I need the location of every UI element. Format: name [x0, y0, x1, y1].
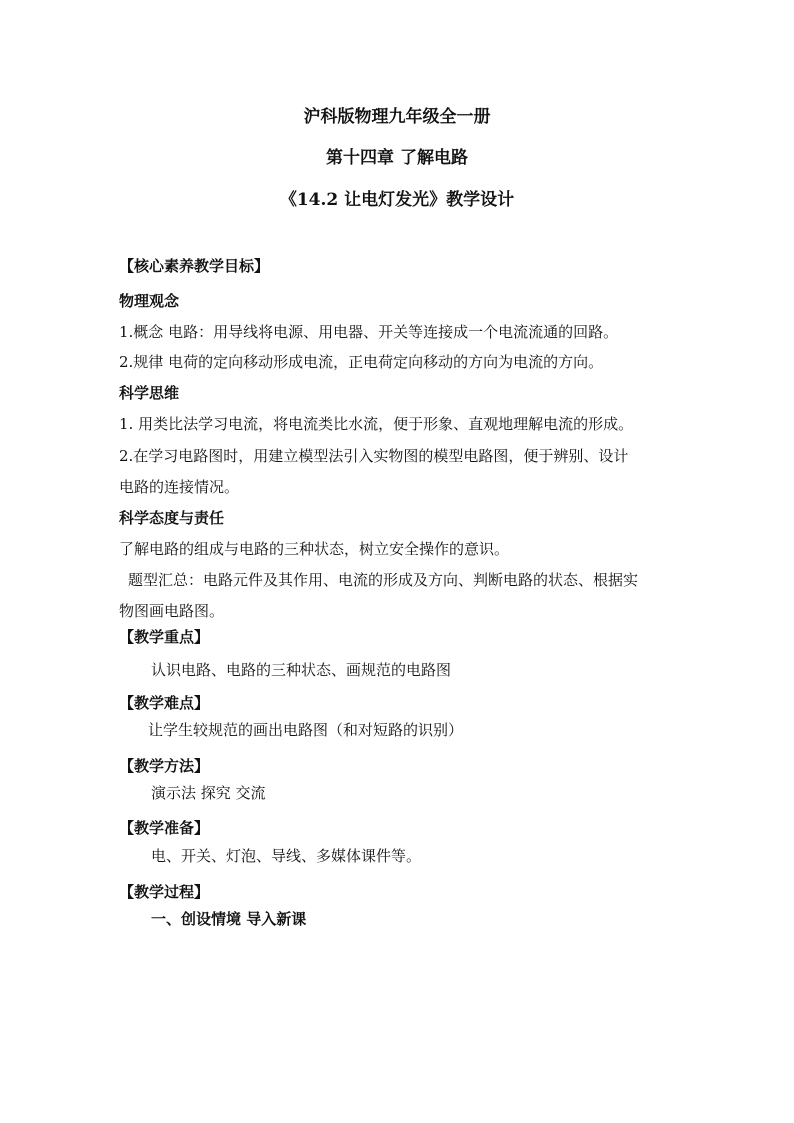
section-heading-goals: 【核心素养教学目标】	[119, 257, 270, 275]
methods-content: 演示法 探究 交流	[151, 784, 266, 802]
section-heading-methods: 【教学方法】	[119, 757, 210, 775]
scientific-thinking-item-1: 1. 用类比法学习电流，将电流类比水流，便于形象、直观地理解电流的形成。	[119, 415, 634, 433]
section-heading-preparation: 【教学准备】	[119, 819, 210, 837]
doc-title-textbook: 沪科版物理九年级全一册	[303, 107, 491, 127]
preparation-content: 电、开关、灯泡、导线、多媒体课件等。	[151, 847, 422, 865]
question-type-summary-cont: 物图画电路图。	[119, 602, 225, 620]
section-heading-difficulties: 【教学难点】	[119, 694, 210, 712]
doc-title-chapter: 第十四章 了解电路	[326, 148, 468, 168]
doc-title-lesson: 《14.2 让电灯发光》教学设计	[279, 190, 515, 210]
section-heading-key-points: 【教学重点】	[119, 628, 210, 646]
subheading-physics-concept: 物理观念	[119, 292, 180, 310]
attitude-item-1: 了解电路的组成与电路的三种状态，树立安全操作的意识。	[119, 540, 510, 558]
subheading-attitude: 科学态度与责任	[119, 509, 225, 527]
question-type-summary: 题型汇总：电路元件及其作用、电流的形成及方向、判断电路的状态、根据实	[128, 571, 639, 589]
physics-concept-item-1: 1.概念 电路：用导线将电源、用电器、开关等连接成一个电流流通的回路。	[119, 323, 619, 341]
section-heading-process: 【教学过程】	[119, 883, 210, 901]
scientific-thinking-item-2-cont: 电路的连接情况。	[119, 478, 240, 496]
key-points-content: 认识电路、电路的三种状态、画规范的电路图	[151, 661, 452, 679]
scientific-thinking-item-2: 2.在学习电路图时，用建立模型法引入实物图的模型电路图，便于辨别、设计	[119, 447, 629, 465]
difficulties-content: 让学生较规范的画出电路图（和对短路的识别）	[148, 721, 464, 739]
physics-concept-item-2: 2.规律 电荷的定向移动形成电流，正电荷定向移动的方向为电流的方向。	[119, 353, 604, 371]
process-step-1: 一、创设情境 导入新课	[151, 910, 307, 928]
subheading-scientific-thinking: 科学思维	[119, 384, 180, 402]
